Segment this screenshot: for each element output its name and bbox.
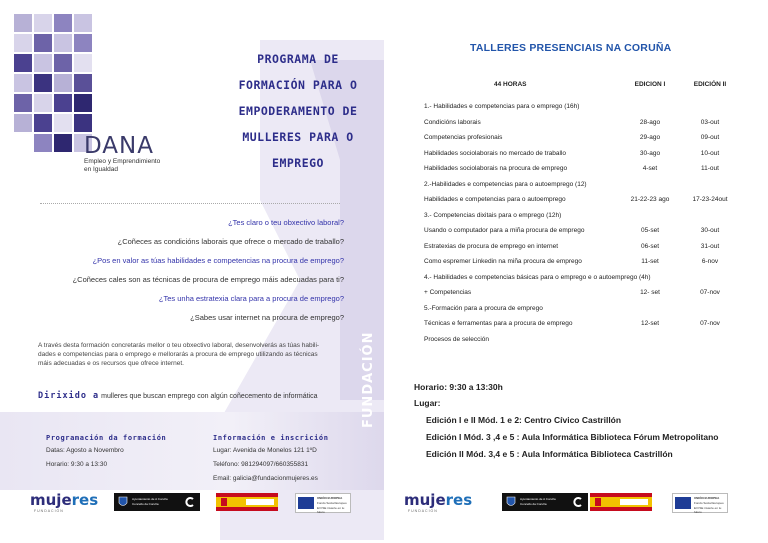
table-cell-edition-2: 11-out: [701, 165, 719, 172]
table-cell-edition-1: 28-ago: [639, 118, 661, 126]
table-header-edition-1: EDICION I: [634, 81, 666, 88]
coruna-logo-line1: Ayuntamiento de A Coruña: [132, 497, 168, 501]
table-cell-topic: 2.-Habilidades e competencias para o autoemprego (12): [424, 180, 587, 188]
table-cell-topic: Condicións laborais: [424, 118, 481, 126]
vertical-brand-text: [352, 300, 382, 430]
schedule-place-2: Edición I Mód. 3 ,4 e 5 : Aula Informática Biblioteca Fórum Metropolitano: [426, 432, 719, 442]
table-header-row: [424, 80, 754, 90]
table-cell-edition-1: 06-set: [640, 242, 660, 250]
mujeres-logo: [404, 491, 472, 509]
table-row: [424, 288, 754, 298]
target-audience: [38, 391, 318, 401]
table-header-hours: 44 HORAS: [494, 81, 527, 88]
table-row: [424, 335, 754, 345]
dana-logo-subtitle-2: en Igualdad: [84, 166, 118, 173]
mujeres-logo-sub: FUNDACIÓN: [408, 509, 438, 513]
table-cell-edition-1: 12- set: [640, 289, 660, 296]
mujeres-logo: [30, 491, 98, 509]
table-row: [424, 304, 754, 314]
program-title-line: EMPODERAMENTO DE: [238, 104, 358, 118]
workshop-schedule-table: [424, 80, 754, 350]
program-title-line: EMPREGO: [272, 156, 324, 170]
schedule-place-3: Edición II Mód. 3,4 e 5 : Aula Informática Biblioteca Castrillón: [426, 449, 673, 459]
eu-logo: [672, 493, 728, 513]
info-email[interactable]: Email: galicia@fundacionmujeres.es: [213, 475, 318, 482]
schedule-hours: Horario: 9:30 a 13:30h: [414, 382, 503, 392]
table-cell-topic: Procesos de selección: [424, 335, 490, 343]
table-cell-topic: Como espremer Linkedin na miña procura de emprego: [424, 258, 582, 265]
programming-hours: Horario: 9:30 a 13:30: [46, 461, 108, 468]
eu-logo-line2: El FSE invierte en tu futuro: [694, 506, 722, 514]
info-place: Lugar: Avenida de Monelos 121 1ºD: [213, 447, 317, 454]
table-cell-topic: 3.- Competencias dixitais para o emprego (12h): [424, 211, 562, 219]
intro-paragraph: [38, 341, 344, 368]
workshops-title: TALLERES PRESENCIAIS NA CORUÑA: [470, 42, 672, 54]
mujeres-logo-accent: res: [71, 491, 99, 509]
coruna-logo-line1: Ayuntamiento de A Coruña: [520, 497, 556, 501]
question: ¿Coñeces cales son as técnicas de procura de emprego máis adecuadas para ti?: [72, 275, 344, 284]
mujeres-logo-main: muje: [30, 491, 72, 509]
table-cell-edition-1: 05-set: [640, 227, 660, 234]
table-cell-topic: 1.- Habilidades e competencias para o emprego (16h): [424, 103, 580, 110]
table-row: [424, 273, 754, 283]
programming-dates: Datas: Agosto a Novembro: [46, 447, 124, 454]
table-cell-topic: Habilidades e competencias para o autoemprego: [424, 196, 566, 203]
coat-of-arms-icon: [506, 496, 516, 508]
table-cell-topic: + Competencias: [424, 289, 472, 296]
table-row: [424, 133, 754, 143]
table-row: [424, 211, 754, 221]
question: ¿Sabes usar internet na procura de emprego?: [190, 313, 344, 322]
program-title: [228, 46, 368, 176]
program-title-line: PROGRAMA DE: [257, 52, 339, 66]
table-cell-topic: 5.-Formación para a procura de emprego: [424, 304, 543, 312]
table-cell-edition-2: 10-out: [700, 149, 720, 157]
spain-government-logo: [590, 493, 652, 511]
mujeres-logo-sub: FUNDACIÓN: [34, 509, 64, 513]
c-mark-icon: [572, 496, 584, 508]
mujeres-logo-main: muje: [404, 491, 446, 509]
table-row: [424, 102, 754, 112]
info-heading: Información e inscrición: [213, 434, 329, 442]
table-cell-edition-2: 31-out: [700, 242, 720, 250]
program-title-line: MULLERES PARA O: [242, 130, 354, 144]
svg-text:FUNDACIÓN: FUNDACIÓN: [361, 331, 376, 428]
table-cell-edition-1: 4-set: [642, 165, 658, 172]
c-mark-icon: [184, 496, 196, 508]
intro-line: dades e competencias para o emprego e mellorarás a procura de emprego utilizando as técnicas: [38, 351, 318, 358]
dana-logo-name: DANA: [84, 133, 154, 159]
eu-logo-title: UNIÓN EUROPEA: [694, 496, 720, 500]
coat-of-arms-icon: [118, 496, 128, 508]
intro-line: A través desta formación concretarás mellor o teu obxectivo laboral, desenvolverás as túas habili-: [38, 342, 320, 349]
table-row: [424, 242, 754, 252]
table-cell-edition-2: 07-nov: [700, 320, 720, 327]
table-cell-edition-2: 03-out: [700, 118, 720, 126]
table-row: [424, 195, 754, 205]
table-row: [424, 118, 754, 128]
dana-logo: [84, 134, 160, 174]
question: ¿Tes unha estratexia clara para a procura de emprego?: [158, 294, 344, 303]
table-cell-edition-2: 6-nov: [701, 258, 719, 265]
info-phone: Teléfono: 981294097/660355831: [213, 461, 309, 468]
schedule-place-1: Edición I e II Mód. 1 e 2: Centro Cívico Castrillón: [426, 415, 622, 425]
eu-flag-icon: [675, 497, 691, 509]
table-cell-edition-2: 07-nov: [700, 289, 720, 296]
program-title-line: FORMACIÓN PARA O: [238, 78, 358, 92]
divider: [40, 203, 340, 204]
table-cell-topic: Usando o computador para a miña procura de emprego: [424, 227, 585, 234]
programming-heading: Programación da formación: [46, 434, 167, 442]
table-cell-topic: Estratexias de procura de emprego en internet: [424, 242, 559, 250]
table-header-edition-2: EDICIÓN II: [693, 81, 727, 88]
eu-logo-line1: Fondo Social Europeo: [694, 501, 724, 505]
table-cell-edition-1: 30-ago: [639, 149, 661, 157]
table-cell-topic: Técnicas e ferramentas para a procura de emprego: [424, 320, 573, 327]
eu-flag-icon: [298, 497, 314, 509]
table-cell-topic: Habilidades sociolaborais na procura de emprego: [424, 165, 568, 172]
eu-logo-title: UNIÓN EUROPEA: [317, 496, 343, 500]
coruna-logo-line2: Concello da Coruña: [132, 502, 159, 506]
eu-logo-line1: Fondo Social Europeo: [317, 501, 347, 505]
table-row: [424, 149, 754, 159]
table-cell-edition-1: 21-22-23 ago: [630, 196, 670, 203]
table-row: [424, 319, 754, 329]
right-page: [384, 0, 768, 543]
table-cell-edition-2: 17-23-24out: [692, 196, 728, 203]
table-row: [424, 180, 754, 190]
table-cell-edition-1: 12-set: [640, 320, 660, 327]
table-cell-edition-2: 09-out: [700, 134, 720, 141]
spain-government-logo: [216, 493, 278, 511]
table-cell-topic: 4.- Habilidades e competencias básicas para o emprego e o autoemprego (4h): [424, 273, 651, 281]
eu-logo: [295, 493, 351, 513]
table-row: [424, 226, 754, 236]
target-text: mulleres que buscan emprego con algún coñecemento de informática: [101, 393, 318, 400]
mujeres-logo-accent: res: [445, 491, 473, 509]
table-cell-edition-1: 11-set: [641, 258, 659, 265]
coruna-logo: [502, 493, 588, 511]
eu-logo-line2: El FSE invierte en tu futuro: [317, 506, 345, 514]
table-cell-topic: Habilidades sociolaborais no mercado de traballo: [424, 149, 567, 157]
question: ¿Pos en valor as túas habilidades e competencias na procura de emprego?: [92, 256, 344, 265]
target-lead: Dirixido a: [38, 391, 100, 401]
table-row: [424, 257, 754, 267]
table-row: [424, 164, 754, 174]
question: ¿Tes claro o teu obxectivo laboral?: [228, 218, 344, 227]
coruna-logo-line2: Concello da Coruña: [520, 502, 547, 506]
table-cell-topic: Competencias profesionais: [424, 134, 503, 141]
dana-logo-subtitle-1: Empleo y Emprendimiento: [84, 158, 161, 165]
table-cell-edition-2: 30-out: [700, 227, 720, 234]
table-cell-edition-1: 29-ago: [639, 134, 661, 141]
schedule-place-label: Lugar:: [414, 398, 441, 408]
intro-line: máis adecuadas e os recursos que ofrece internet.: [38, 360, 184, 367]
question: ¿Coñeces as condicións laborais que ofrece o mercado de traballo?: [117, 237, 344, 246]
coruna-logo: [114, 493, 200, 511]
